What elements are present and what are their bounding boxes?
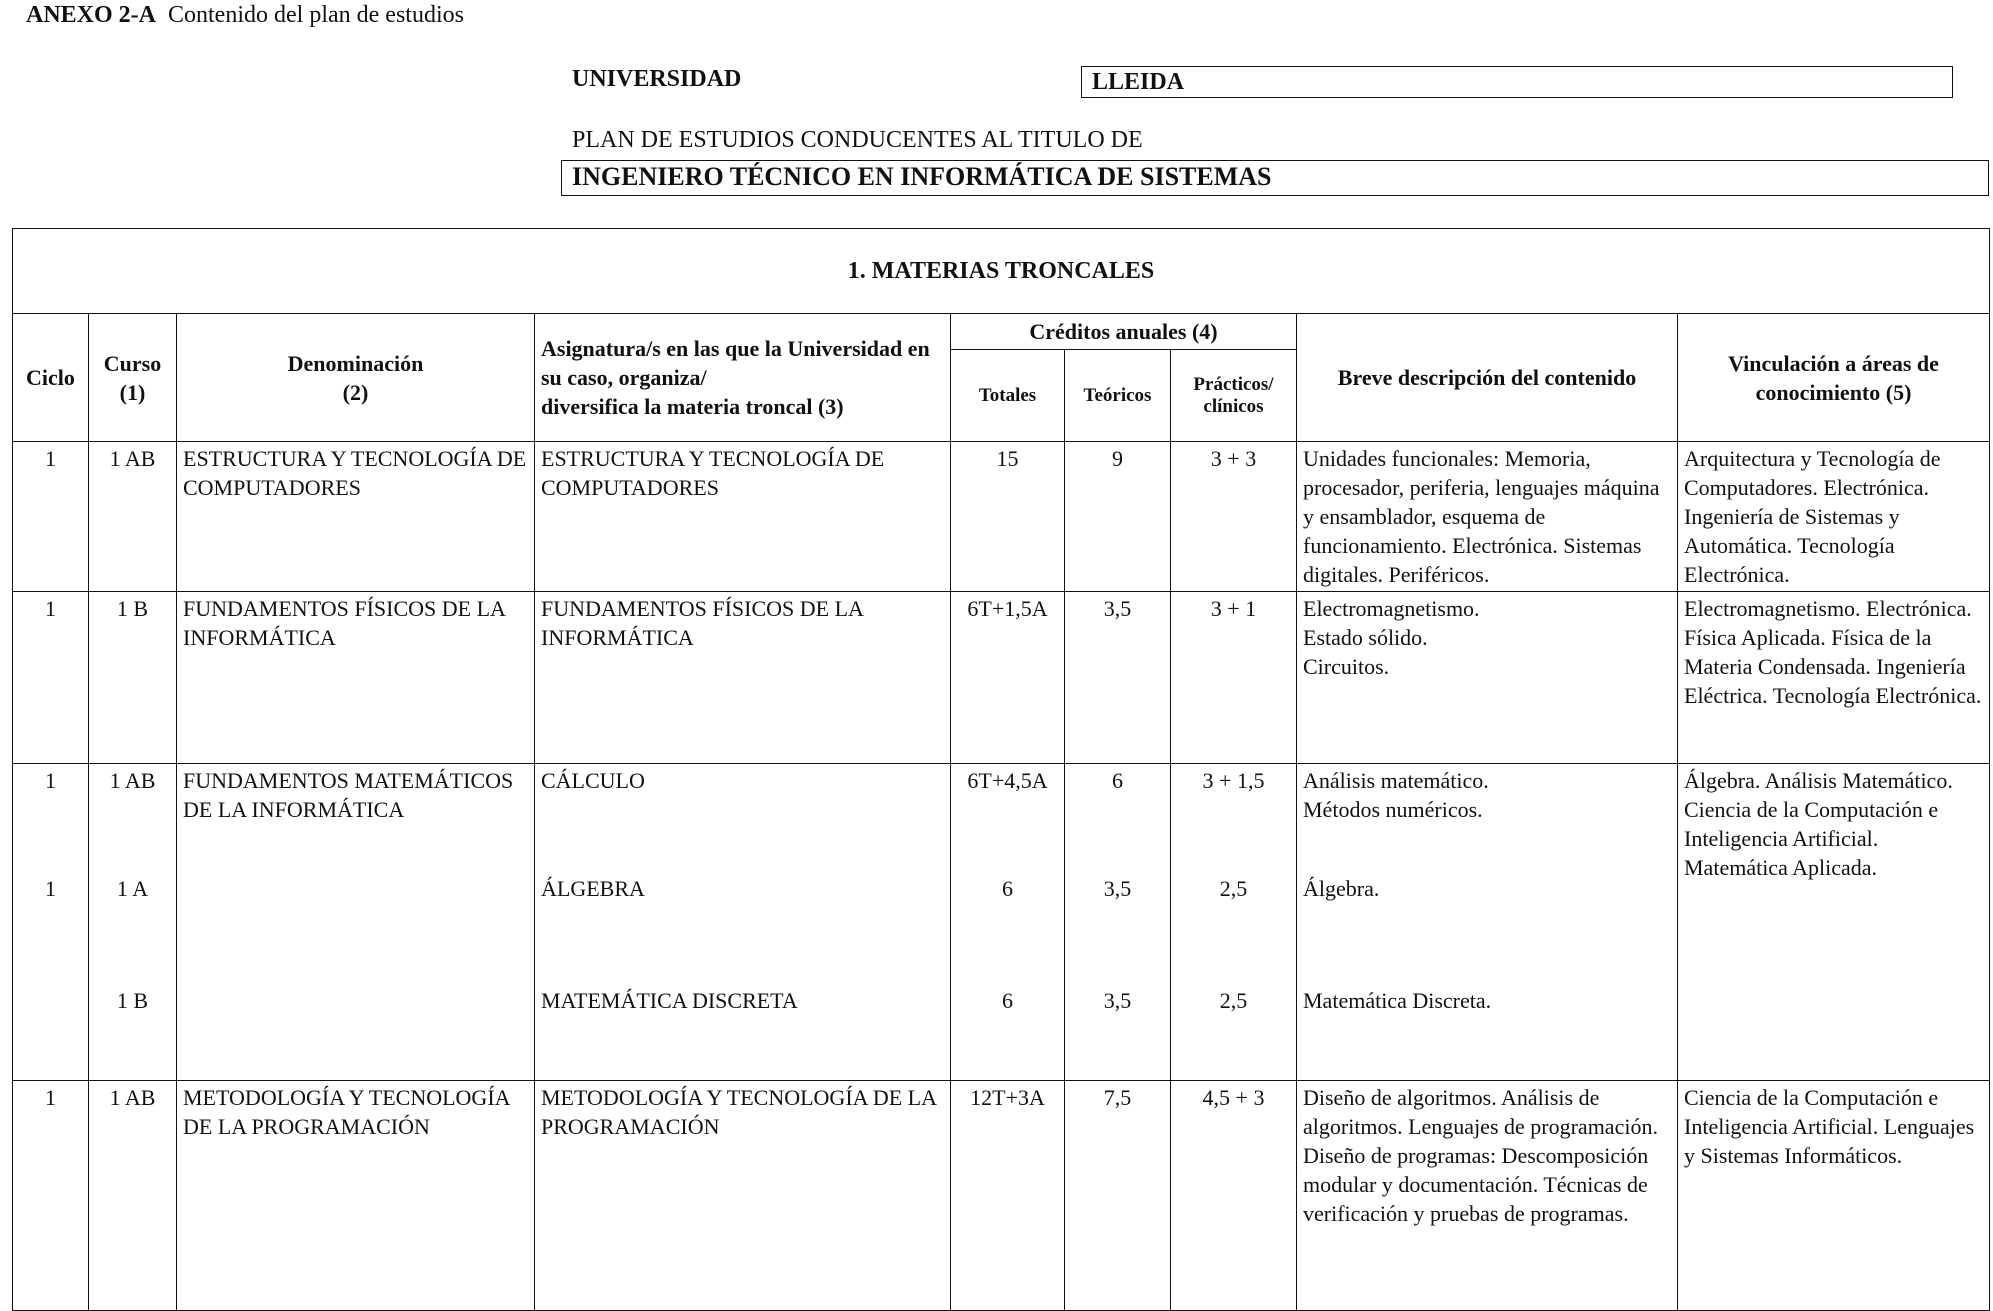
university-label: UNIVERSIDAD <box>572 66 742 92</box>
plan-label: PLAN DE ESTUDIOS CONDUCENTES AL TITULO DE <box>572 127 1143 153</box>
cell-ciclo: 1 <box>13 592 89 764</box>
cell-descripcion: Matemática Discreta. <box>1297 984 1678 1081</box>
annex-title: Contenido del plan de estudios <box>168 2 464 28</box>
cell-ciclo: 1 <box>13 872 89 984</box>
cell-teoricos: 3,5 <box>1065 984 1171 1081</box>
cell-curso: 1 AB <box>89 764 177 872</box>
cell-asignatura: CÁLCULO <box>535 764 951 872</box>
cell-practicos: 3 + 1,5 <box>1171 764 1297 872</box>
cell-totales: 6T+4,5A <box>951 764 1065 872</box>
cell-teoricos: 3,5 <box>1065 592 1171 764</box>
cell-descripcion: Electromagnetismo. Estado sólido. Circuitos. <box>1297 592 1678 764</box>
header-creditos: Créditos anuales (4) <box>951 314 1297 350</box>
subjects-table <box>12 228 1990 1311</box>
cell-teoricos: 6 <box>1065 764 1171 872</box>
cell-descripcion: Unidades funcionales: Memoria, procesador, periferia, lenguajes máquina y ensamblador, esquema de funcionamiento. Electrónica. Sistemas digitales. Periféricos. <box>1297 442 1678 592</box>
annex-code: ANEXO 2-A <box>26 2 156 28</box>
cell-vinculacion: Álgebra. Análisis Matemático. Ciencia de la Computación e Inteligencia Artificial. Matemática Aplicada. <box>1678 764 1990 1081</box>
cell-teoricos: 3,5 <box>1065 872 1171 984</box>
cell-asignatura: FUNDAMENTOS FÍSICOS DE LA INFORMÁTICA <box>535 592 951 764</box>
header-vinculacion: Vinculación a áreas de conocimiento (5) <box>1678 314 1990 442</box>
cell-teoricos: 7,5 <box>1065 1081 1171 1311</box>
cell-asignatura: ÁLGEBRA <box>535 872 951 984</box>
cell-ciclo: 1 <box>13 1081 89 1311</box>
header-practicos: Prácticos/ clínicos <box>1171 350 1297 442</box>
cell-denominacion: FUNDAMENTOS MATEMÁTICOS DE LA INFORMÁTICA <box>177 764 535 1081</box>
cell-vinculacion: Ciencia de la Computación e Inteligencia Artificial. Lenguajes y Sistemas Informáticos. <box>1678 1081 1990 1311</box>
cell-asignatura: ESTRUCTURA Y TECNOLOGÍA DE COMPUTADORES <box>535 442 951 592</box>
cell-denominacion: ESTRUCTURA Y TECNOLOGÍA DE COMPUTADORES <box>177 442 535 592</box>
header-denominacion: Denominación (2) <box>177 314 535 442</box>
cell-descripcion: Diseño de algoritmos. Análisis de algoritmos. Lenguajes de programación. Diseño de programas: Descomposición modular y documentación. Técnicas de verificación y pruebas de programas. <box>1297 1081 1678 1311</box>
cell-totales: 6T+1,5A <box>951 592 1065 764</box>
cell-vinculacion: Electromagnetismo. Electrónica. Física Aplicada. Física de la Materia Condensada. Ingeniería Eléctrica. Tecnología Electrónica. <box>1678 592 1990 764</box>
university-value-box: LLEIDA <box>1081 66 1953 98</box>
cell-totales: 6 <box>951 984 1065 1081</box>
header-asignaturas: Asignatura/s en las que la Universidad en su caso, organiza/ diversifica la materia troncal (3) <box>535 314 951 442</box>
cell-practicos: 2,5 <box>1171 872 1297 984</box>
cell-vinculacion: Arquitectura y Tecnología de Computadores. Electrónica. Ingeniería de Sistemas y Automática. Tecnología Electrónica. <box>1678 442 1990 592</box>
section-title: 1. MATERIAS TRONCALES <box>13 229 1990 314</box>
table-row <box>13 764 1990 872</box>
header-ciclo: Ciclo <box>13 314 89 442</box>
header-teoricos: Teóricos <box>1065 350 1171 442</box>
cell-practicos: 4,5 + 3 <box>1171 1081 1297 1311</box>
cell-practicos: 2,5 <box>1171 984 1297 1081</box>
degree-title-box: INGENIERO TÉCNICO EN INFORMÁTICA DE SISTEMAS <box>561 160 1989 196</box>
cell-curso: 1 AB <box>89 1081 177 1311</box>
cell-descripcion: Álgebra. <box>1297 872 1678 984</box>
cell-denominacion: METODOLOGÍA Y TECNOLOGÍA DE LA PROGRAMACIÓN <box>177 1081 535 1311</box>
header-descripcion: Breve descripción del contenido <box>1297 314 1678 442</box>
cell-denominacion: FUNDAMENTOS FÍSICOS DE LA INFORMÁTICA <box>177 592 535 764</box>
cell-asignatura: MATEMÁTICA DISCRETA <box>535 984 951 1081</box>
cell-curso: 1 B <box>89 984 177 1081</box>
cell-asignatura: METODOLOGÍA Y TECNOLOGÍA DE LA PROGRAMACIÓN <box>535 1081 951 1311</box>
table-row <box>13 592 1990 764</box>
cell-teoricos: 9 <box>1065 442 1171 592</box>
cell-curso: 1 B <box>89 592 177 764</box>
cell-totales: 12T+3A <box>951 1081 1065 1311</box>
cell-practicos: 3 + 3 <box>1171 442 1297 592</box>
cell-curso: 1 A <box>89 872 177 984</box>
annex-heading <box>26 2 464 29</box>
table-row <box>13 1081 1990 1311</box>
table-row <box>13 442 1990 592</box>
cell-practicos: 3 + 1 <box>1171 592 1297 764</box>
cell-ciclo: 1 <box>13 442 89 592</box>
header-curso: Curso (1) <box>89 314 177 442</box>
cell-totales: 15 <box>951 442 1065 592</box>
cell-ciclo <box>13 984 89 1081</box>
cell-totales: 6 <box>951 872 1065 984</box>
cell-descripcion: Análisis matemático. Métodos numéricos. <box>1297 764 1678 872</box>
cell-curso: 1 AB <box>89 442 177 592</box>
cell-ciclo: 1 <box>13 764 89 872</box>
header-totales: Totales <box>951 350 1065 442</box>
